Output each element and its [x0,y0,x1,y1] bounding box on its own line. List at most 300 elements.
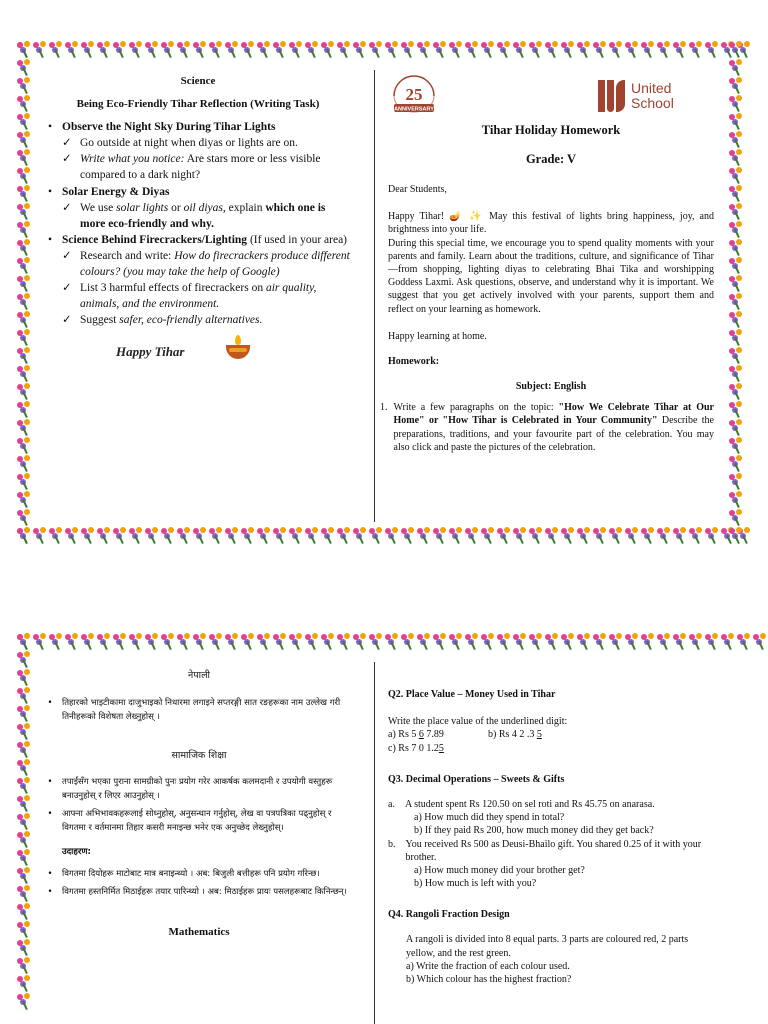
flower-icon [728,76,744,94]
flower-icon [160,632,176,650]
flower-icon [80,632,96,650]
q3-a-text: A student spent Rs 120.50 on sel roti and Rs 45.75 on anarasa. [404,798,655,810]
flower-icon [728,256,744,274]
flower-icon [176,632,192,650]
checkmark-icon: ✓ [62,250,72,263]
checkmark-icon: ✓ [62,313,72,326]
science-subject: Science [180,75,216,87]
q3-b2: b) How much is left with you? [414,878,537,890]
checkmark-icon: ✓ [62,281,72,294]
flower-icon [272,40,288,58]
checkmark-icon: ✓ [62,137,72,150]
q2-b-pre: b) Rs 4 2 .3 [488,729,537,741]
flower-icon [16,722,32,740]
q2-options-row [388,728,718,741]
flower-icon [48,632,64,650]
flower-icon [528,526,544,544]
flower-icon [512,632,528,650]
letter-salutation: Dear Students, [388,184,447,195]
q2-a-pre: a) Rs 5 [388,729,419,741]
flower-icon [640,40,656,58]
school-logo-mark [598,80,625,112]
happy-tihar-greeting [44,335,352,375]
flower-icon [304,632,320,650]
flower-icon [728,166,744,184]
flower-icon [352,632,368,650]
flower-icon [256,40,272,58]
floral-border-left [16,40,38,548]
flower-icon [48,40,64,58]
anniversary-number: 25 [405,85,423,104]
q2-instruction: Write the place value of the underlined digit: [388,716,568,728]
flower-icon [224,632,240,650]
flower-icon [16,436,32,454]
flower-icon [336,526,352,544]
flower-icon [728,238,744,256]
flower-icon [128,526,144,544]
checklist-item-text: We use solar lights or oil diyas, explain which one is more eco-friendly and why. [80,201,326,230]
flower-icon [720,632,736,650]
column-divider [374,662,375,1024]
q3-part-b: b. You received Rs 500 as Deusi-Bhailo gift. You shared 0.25 of it with your brother. [388,838,718,864]
flower-icon [728,148,744,166]
checklist-item [44,281,352,313]
school-header [388,74,714,122]
flower-icon [728,490,744,508]
flower-icon [16,184,32,202]
nepali-column [44,668,354,941]
flower-icon [16,58,32,76]
flower-icon [656,632,672,650]
flower-icon [512,526,528,544]
flower-icon [704,632,720,650]
flower-icon [728,310,744,328]
task-rest: Describe the preparations, traditions, and your favourite part of the celebration. You may also click and paste the pictures of the celebration. [393,415,714,453]
flower-icon [144,632,160,650]
q2-title: Q2. Place Value – Money Used in Tihar [388,689,556,700]
flower-icon [728,382,744,400]
anniversary-logo [388,74,440,118]
checklist-item-text: List 3 harmful effects of firecrackers on air quality, animals, and the environment. [80,281,317,310]
flower-icon [16,686,32,704]
flower-icon [16,112,32,130]
checklist-item [44,152,352,184]
flower-icon [16,830,32,848]
flower-icon [16,94,32,112]
flower-icon [256,632,272,650]
flower-icon [16,382,32,400]
flower-icon [728,418,744,436]
flower-icon [728,346,744,364]
flower-icon [368,40,384,58]
flower-icon [728,94,744,112]
flower-icon [464,40,480,58]
flower-icon [208,526,224,544]
flower-icon [16,526,32,544]
flower-icon [576,40,592,58]
flower-icon [624,40,640,58]
floral-border-right [728,40,750,548]
happy-tihar-text: Happy Tihar [116,343,185,359]
flower-icon [704,40,720,58]
science-section-heading [44,233,352,249]
flower-icon [16,938,32,956]
section-heading-text: Solar Energy & Diyas [62,185,170,198]
flower-icon [208,632,224,650]
checkmark-icon: ✓ [62,201,72,214]
flower-icon [728,526,744,544]
flower-icon [752,632,768,650]
checklist-item-text: Suggest safer, eco-friendly alternatives. [80,313,263,326]
flower-icon [192,526,208,544]
checklist-item [44,313,352,329]
flower-icon [16,956,32,974]
flower-icon [496,40,512,58]
flower-icon [528,40,544,58]
flower-icon [368,526,384,544]
flower-icon [464,526,480,544]
flower-icon [728,58,744,76]
flower-icon [16,650,32,668]
science-section-heading [44,185,352,201]
flower-icon [16,274,32,292]
flower-icon [16,992,32,1010]
science-section-heading [44,120,352,136]
letter-paragraph-2: During this special time, we encourage you to spend quality moments with your parents and family. Learn about the traditions, culture, and significance of Tihar—from shopping, lighting diyas to celebrating Bhai Tika and worshipping Goddess Laxmi. Ask questions, observe, and understand why it is important. We suggest that you get actively involved with your parents, support them and reflect on your learning as homework. [388,237,714,315]
flower-icon [16,794,32,812]
flower-icon [432,40,448,58]
flower-icon [80,526,96,544]
flower-icon [16,220,32,238]
flower-icon [16,346,32,364]
flower-icon [560,632,576,650]
flower-icon [112,40,128,58]
flower-icon [16,310,32,328]
flower-icon [704,526,720,544]
flower-icon [240,632,256,650]
flower-icon [320,40,336,58]
flower-icon [16,166,32,184]
social-item-1: • तपाईंसँग भएका पुराना सामग्रीको पुनः प्रयोग गरेर आकर्षक कलमदानी र उपयोगी वस्तुहरू बनाउनुहोस् र लिएर आउनुहोस् । [44,775,354,803]
flower-icon [16,704,32,722]
flower-icon [320,526,336,544]
flower-icon [16,632,32,650]
flower-icon [272,632,288,650]
flower-icon [400,526,416,544]
flower-icon [352,40,368,58]
flower-icon [64,40,80,58]
flower-icon [208,40,224,58]
letter-column [380,74,714,454]
flower-icon [256,526,272,544]
flower-icon [512,40,528,58]
flower-icon [160,526,176,544]
bullet-marker: • [47,185,53,198]
task-number: 1. [380,402,388,414]
flower-icon [336,632,352,650]
flower-icon [416,632,432,650]
q2-option-c [388,742,718,755]
flower-icon [432,632,448,650]
flower-icon [240,40,256,58]
flower-icon [608,632,624,650]
flower-icon [432,526,448,544]
flower-icon [544,40,560,58]
flower-icon [224,40,240,58]
page-two [0,632,768,1024]
flower-icon [16,418,32,436]
flower-icon [16,454,32,472]
mathematics-title: Mathematics [168,926,230,939]
flower-icon [16,130,32,148]
flower-icon [592,40,608,58]
flower-icon [192,632,208,650]
flower-icon [96,526,112,544]
flower-icon [480,526,496,544]
flower-icon [304,526,320,544]
social-item-2-text: आफ्ना अभिभावकहरूलाई सोध्नुहोस्, अनुसन्धान गर्नुहोस्, लेख वा पत्रपत्रिका पढ्नुहोस् र विगतमा र वर्तमानमा तिहार कसरी मनाइन्छ भनेर एक अनुच्छेद लेख्नुहोस्। [62,809,332,834]
flower-icon [16,292,32,310]
flower-icon [128,40,144,58]
flower-icon [728,40,744,58]
flower-icon [496,526,512,544]
q2-option-b [488,728,542,741]
nepali-item-1: • तिहारको भाइटीकामा दाजुभाइको निधारमा लगाइने सप्तरङ्गी सात रङहरूका नाम उल्लेख गरी तिनीहरूको विशेषता लेख्नुहोस् । [44,696,354,724]
q2-c-pre: c) Rs 7 0 1.2 [388,742,439,754]
page-one [0,40,768,550]
flower-icon [544,632,560,650]
flower-icon [672,526,688,544]
nepali-item-1-text: तिहारको भाइटीकामा दाजुभाइको निधारमा लगाइने सप्तरङ्गी सात रङहरूका नाम उल्लेख गरी तिनीहरूको विशेषता लेख्नुहोस् । [62,697,341,722]
flower-icon [400,632,416,650]
flower-icon [592,632,608,650]
flower-icon [16,920,32,938]
united-school-logo [598,80,674,112]
example-item-1-text: विगतमा दियोहरू माटोबाट मात्र बनाइन्थ्यो । अब: बिजुली बत्तीहरू पनि प्रयोग गरिन्छ। [62,869,320,880]
flower-icon [80,40,96,58]
flower-icon [624,526,640,544]
letter-paragraph-1: Happy Tihar! 🪔 ✨ May this festival of lights bring happiness, joy, and brightness into your life. [388,211,714,236]
q3-b1: a) How much money did your brother get? [414,864,585,876]
flower-icon [64,632,80,650]
q3-b-text: You received Rs 500 as Deusi-Bhailo gift. You shared 0.25 of it with your brother. [405,838,702,863]
example-item-1: • विगतमा दियोहरू माटोबाट मात्र बनाइन्थ्यो । अब: बिजुली बत्तीहरू पनि प्रयोग गरिन्छ। [44,867,354,881]
q4-text: A rangoli is divided into 8 equal parts. 3 parts are coloured red, 2 parts yellow, and the rest green. [406,934,689,959]
flower-icon [384,526,400,544]
homework-label: Homework: [388,355,440,367]
flower-icon [728,472,744,490]
homework-title: Tihar Holiday Homework [481,123,621,137]
flower-icon [96,40,112,58]
q2-c-underlined: 5 [438,742,444,754]
bullet-marker: • [47,234,53,247]
flower-icon [16,974,32,992]
flower-icon [16,76,32,94]
flower-icon [464,632,480,650]
q3-a2: b) If they paid Rs 200, how much money did they get back? [414,825,654,837]
checklist-item [44,249,352,281]
floral-border-left [16,632,38,1024]
flower-icon [96,632,112,650]
flower-icon [368,632,384,650]
flower-icon [640,632,656,650]
flower-icon [656,40,672,58]
flower-icon [528,632,544,650]
checklist-item-text: Go outside at night when diyas or lights are on. [80,137,298,150]
checklist-item-text: Write what you notice: Are stars more or less visible compared to a dark night? [80,153,321,181]
flower-icon [448,40,464,58]
science-column [44,74,352,375]
q4-a: a) Write the fraction of each colour used. [406,960,570,972]
flower-icon [728,508,744,526]
flower-icon [272,526,288,544]
flower-icon [16,668,32,686]
flower-icon [576,632,592,650]
english-task [380,401,714,454]
flower-icon [576,526,592,544]
social-item-2: • आफ्ना अभिभावकहरूलाई सोध्नुहोस्, अनुसन्धान गर्नुहोस्, लेख वा पत्रपत्रिका पढ्नुहोस् र विगतमा र वर्तमानमा तिहार कसरी मनाइन्छ भनेर एक अनुच्छेद लेख्नुहोस्। [44,807,354,835]
flower-icon [352,526,368,544]
flower-icon [384,40,400,58]
grade-label: Grade: V [525,151,577,166]
checklist-item [44,136,352,152]
flower-icon [16,148,32,166]
flower-icon [728,220,744,238]
flower-icon [640,526,656,544]
section-heading-text: Observe the Night Sky During Tihar Lights [62,121,276,134]
flower-icon [112,632,128,650]
flower-icon [384,632,400,650]
flower-icon [672,632,688,650]
flower-icon [16,400,32,418]
bullet-marker: • [47,121,53,134]
flower-icon [144,526,160,544]
flower-icon [688,40,704,58]
flower-icon [544,526,560,544]
flower-icon [672,40,688,58]
math-column [388,688,718,986]
social-item-1-text: तपाईंसँग भएका पुराना सामग्रीको पुनः प्रयोग गरेर आकर्षक कलमदानी र उपयोगी वस्तुहरू बनाउनुहोस् र लिएर आउनुहोस् । [62,777,333,802]
flower-icon [728,130,744,148]
flower-icon [16,776,32,794]
flower-icon [728,436,744,454]
q3-a1: a) How much did they spend in total? [414,812,565,824]
q2-b-underlined: 5 [536,729,542,741]
flower-icon [16,848,32,866]
flower-icon [240,526,256,544]
flower-icon [192,40,208,58]
flower-icon [416,526,432,544]
flower-icon [176,40,192,58]
flower-icon [448,526,464,544]
flower-icon [608,40,624,58]
floral-border-bottom [16,526,752,548]
flower-icon [144,40,160,58]
flower-icon [320,632,336,650]
floral-border-top [16,632,768,654]
flower-icon [16,866,32,884]
flower-icon [288,40,304,58]
science-title: Being Eco-Friendly Tihar Reflection (Writing Task) [76,98,320,111]
flower-icon [16,812,32,830]
flower-icon [16,884,32,902]
q4-title: Q4. Rangoli Fraction Design [388,909,510,921]
flower-icon [480,632,496,650]
flower-icon [496,632,512,650]
checklist-item-text: Research and write: How do firecrackers produce different colours? (you may take the help of Google) [80,250,350,279]
flower-icon [728,184,744,202]
q2-a-underlined: 6 [418,729,424,741]
flower-icon [64,526,80,544]
flower-icon [728,454,744,472]
flower-icon [16,256,32,274]
flower-icon [656,526,672,544]
flower-icon [112,526,128,544]
flower-icon [336,40,352,58]
flower-icon [400,40,416,58]
flower-icon [16,202,32,220]
q3-part-a: a. A student spent Rs 120.50 on sel roti and Rs 45.75 on anarasa. [388,798,655,810]
q2-a-post: 7.89 [423,729,444,741]
diya-icon [226,335,250,365]
school-name-line1: United [631,80,672,97]
flower-icon [608,526,624,544]
flower-icon [728,364,744,382]
task-text [394,401,715,454]
nepali-title: नेपाली [187,670,211,681]
checklist-item [44,201,352,233]
flower-icon [16,490,32,508]
flower-icon [728,292,744,310]
letter-closing: Happy learning at home. [388,330,487,342]
science-sections [44,120,352,328]
flower-icon [16,40,32,58]
section-heading-text: Science Behind Firecrackers/Lighting (If used in your area) [62,234,348,247]
flower-icon [176,526,192,544]
flower-icon [160,40,176,58]
q3-title: Q3. Decimal Operations – Sweets & Gifts [388,773,565,785]
flower-icon [16,364,32,382]
flower-icon [592,526,608,544]
flower-icon [416,40,432,58]
flower-icon [688,526,704,544]
flower-icon [728,112,744,130]
flower-icon [224,526,240,544]
q4-b: b) Which colour has the highest fraction? [406,974,572,985]
flower-icon [128,632,144,650]
task-intro: Write a few paragraphs on the topic: [393,402,559,414]
flower-icon [48,526,64,544]
flower-icon [16,328,32,346]
flower-icon [16,902,32,920]
flower-icon [288,526,304,544]
flower-icon [624,632,640,650]
flower-icon [16,740,32,758]
flower-icon [736,632,752,650]
flower-icon [16,472,32,490]
flower-icon [560,526,576,544]
example-label: उदाहरण: [62,847,91,858]
checkmark-icon: ✓ [62,153,72,166]
example-item-2: • विगतमा हस्तनिर्मित मिठाईहरू तयार पारिन्थ्यो । अब: मिठाईहरू प्रायः पसलहरूबाट किनिन्छन्। [44,885,354,899]
flower-icon [728,400,744,418]
floral-border-top [16,40,752,62]
flower-icon [304,40,320,58]
social-studies-title: सामाजिक शिक्षा [171,749,227,761]
flower-icon [16,238,32,256]
example-item-2-text: विगतमा हस्तनिर्मित मिठाईहरू तयार पारिन्थ्यो । अब: मिठाईहरू प्रायः पसलहरूबाट किनिन्छन्। [62,887,347,898]
anniversary-text: ANNIVERSARY [394,106,434,113]
